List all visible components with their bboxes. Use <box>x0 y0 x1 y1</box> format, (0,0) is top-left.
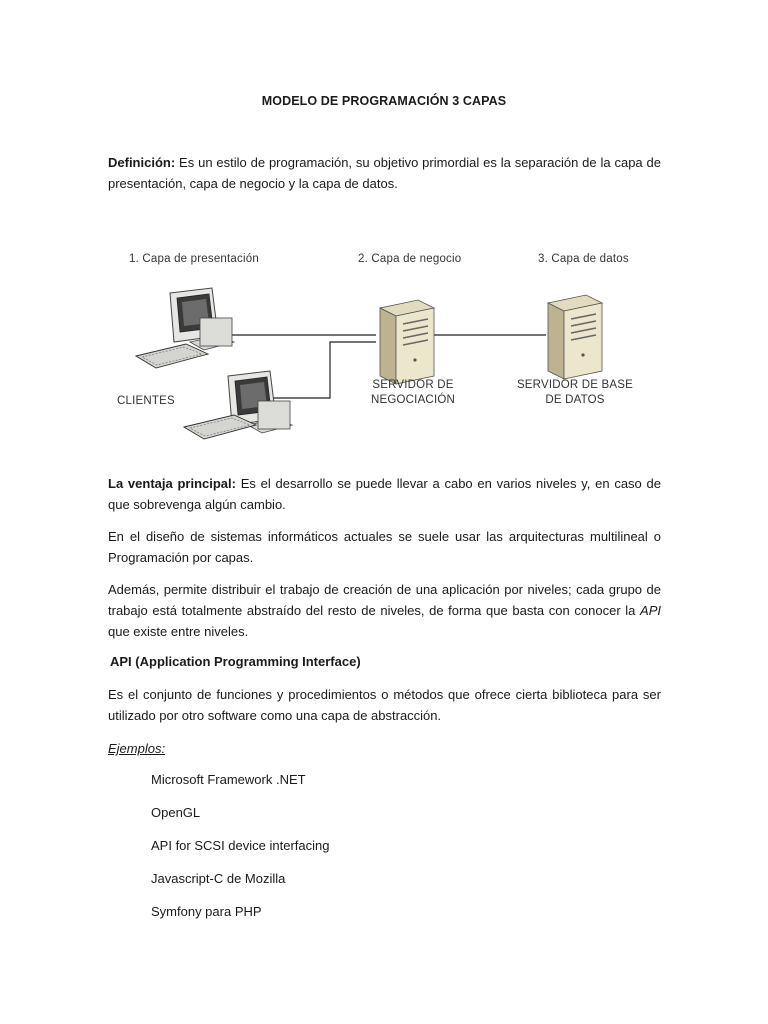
document-title: MODELO DE PROGRAMACIÓN 3 CAPAS <box>261 94 507 108</box>
definition-paragraph <box>108 152 661 194</box>
computer-icon <box>184 371 292 439</box>
list-item: OpenGL <box>151 805 201 820</box>
examples-list <box>151 772 329 937</box>
layer-business-label: 2. Capa de negocio <box>358 253 462 265</box>
layer-data-label: 3. Capa de datos <box>538 253 629 265</box>
diagram-graphics <box>108 243 668 443</box>
list-item: API for SCSI device interfacing <box>151 838 330 853</box>
levels-paragraph <box>108 579 661 642</box>
server-icon <box>548 295 602 379</box>
layer-presentation-label: 1. Capa de presentación <box>129 253 259 265</box>
three-tier-diagram <box>108 243 668 443</box>
business-server-label: SERVIDOR DE NEGOCIACIÓN <box>371 379 455 406</box>
definition-label: Definición: <box>108 155 176 170</box>
list-item: Microsoft Framework .NET <box>151 772 306 787</box>
advantage-text: Es el desarrollo se puede llevar a cabo en varios niveles y, en caso de que sobrevenga algún cambio. <box>108 476 661 512</box>
levels-text: Además, permite distribuir el trabajo de creación de una aplicación por niveles; cada grupo de trabajo está totalmente abstraído del resto de niveles, de forma que basta con conocer la <box>108 582 661 618</box>
server-icon <box>380 300 434 384</box>
api-term: API <box>640 603 661 618</box>
architecture-paragraph: En el diseño de sistemas informáticos actuales se suele usar las arquitecturas multilineal o Programación por capas. <box>108 529 661 565</box>
computer-icon <box>136 288 234 368</box>
list-item: Javascript-C de Mozilla <box>151 871 286 886</box>
levels-tail: que existe entre niveles. <box>108 624 249 639</box>
advantage-paragraph <box>108 473 661 515</box>
definition-text: Es un estilo de programación, su objetivo primordial es la separación de la capa de presentación, capa de negocio y la capa de datos. <box>108 155 661 191</box>
api-paragraph: Es el conjunto de funciones y procedimientos o métodos que ofrece cierta biblioteca para ser utilizado por otro software como una capa de abstracción. <box>108 687 661 723</box>
database-server-label: SERVIDOR DE BASE DE DATOS <box>516 379 634 406</box>
advantage-label: La ventaja principal: <box>108 476 236 491</box>
api-heading: API (Application Programming Interface) <box>110 654 361 669</box>
examples-label: Ejemplos: <box>108 741 166 756</box>
list-item: Symfony para PHP <box>151 904 262 919</box>
clients-label: CLIENTES <box>117 395 175 407</box>
